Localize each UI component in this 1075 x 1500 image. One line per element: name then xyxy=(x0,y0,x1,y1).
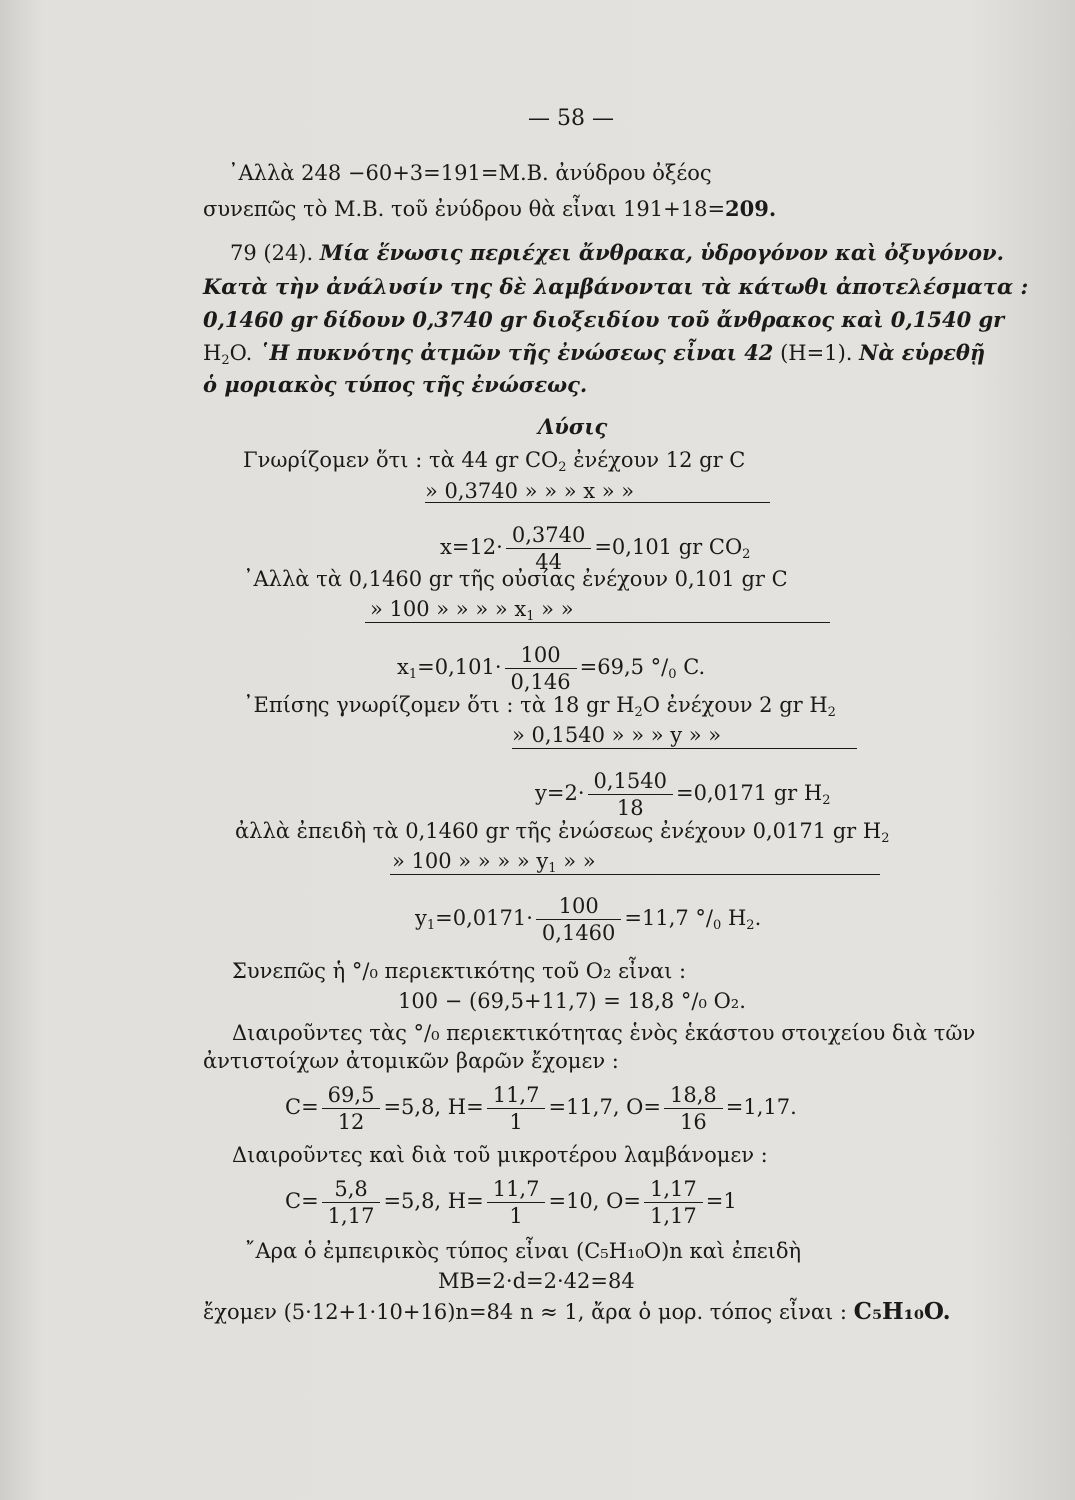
y1: y xyxy=(415,906,427,930)
page-number: — 58 — xyxy=(528,106,614,131)
numerator: 18,8 xyxy=(664,1082,723,1109)
divider xyxy=(425,502,770,503)
eq-y-right: =0,0171 gr H xyxy=(675,781,823,805)
eq-y1-left: =0,0171· xyxy=(435,906,533,930)
h2o-h: H xyxy=(203,341,222,365)
c-label: C= xyxy=(285,1189,319,1213)
problem-text-1: Μία ἕνωσις περιέχει ἄνθρακα, ὑδρογόνον καὶ ὀξυγόνον. xyxy=(319,240,1004,265)
denominator: 0,146 xyxy=(510,670,571,694)
solution-line-4: ᾿Αλλὰ τὰ 0,1460 gr τῆς οὐσίας ἐνέχουν 0,101 gr C xyxy=(243,567,788,591)
problem-number: 79 (24). xyxy=(230,241,314,265)
line-2-text: συνεπῶς τὸ Μ.Β. τοῦ ἐνύδρου θὰ εἶναι 191+18= xyxy=(203,197,726,221)
problem-line-4: $H_2O$. ῾Η πυκνότης ἀτμῶν τῆς ἐνώσεως εἶναι 42 (H=1). Νὰ εὑρεθῇ xyxy=(203,340,986,368)
o-label: =10, O= xyxy=(548,1189,641,1213)
s10-text: ἀλλὰ ἐπειδὴ τὰ 0,1460 gr τῆς ἐνώσεως ἐνέχουν 0,0171 gr H xyxy=(235,819,882,843)
fraction xyxy=(536,893,621,946)
fraction xyxy=(487,1176,546,1229)
h-equals-1: (H=1). xyxy=(773,341,860,365)
fraction xyxy=(322,1176,381,1229)
eq-x1-c: C. xyxy=(676,655,706,679)
eq-y1-h: H xyxy=(721,906,747,930)
solution-line-18: ῎Αρα ὁ ἐμπειρικὸς τύπος εἶναι (C₅H₁₀O)n καὶ ἐπειδὴ xyxy=(245,1239,802,1263)
numerator: 100 xyxy=(505,642,577,669)
numerator: 0,1540 xyxy=(588,768,673,795)
eq-y-left: y=2· xyxy=(535,781,585,805)
denominator: 0,1460 xyxy=(541,921,616,945)
denominator: 1 xyxy=(509,1204,523,1228)
denominator: 1,17 xyxy=(327,1204,375,1228)
numerator: 69,5 xyxy=(322,1082,381,1109)
equation-x: x=12· $\frac{0,3740}{44}$ =0,101 gr $CO_2$ xyxy=(440,523,751,574)
ratio-line-2 xyxy=(285,1176,737,1229)
denominator: 12 xyxy=(337,1110,365,1134)
s11-text-b: » » xyxy=(556,849,596,873)
divider xyxy=(512,748,857,749)
problem-line-3: 0,1460 gr δίδουν 0,3740 gr διοξειδίου τοῦ ἄνθρακος καὶ 0,1540 gr xyxy=(203,307,1005,332)
denominator: 16 xyxy=(680,1110,707,1134)
o-value: =1 xyxy=(705,1189,737,1213)
solution-line-20 xyxy=(203,1299,951,1325)
fraction xyxy=(644,1176,703,1229)
c-label: C= xyxy=(285,1095,319,1119)
solution-line-13: Συνεπῶς ἡ °/₀ περιεκτικότης τοῦ O₂ εἶναι : xyxy=(232,959,687,983)
denominator: 1,17 xyxy=(649,1204,697,1228)
solution-line-15: Διαιροῦντες τὰς °/₀ περιεκτικότητας ἑνὸς ἑκάστου στοιχείου διὰ τῶν xyxy=(232,1021,976,1045)
s7-text: ᾿Επίσης γνωρίζομεν ὅτι : τὰ 18 gr H xyxy=(243,693,635,717)
eq-x1-right: =69,5 °/ xyxy=(579,655,669,679)
numerator: 0,3740 xyxy=(506,522,591,549)
s11-text: » 100 » » » » y xyxy=(392,849,549,873)
denominator: 44 xyxy=(535,550,562,574)
final-formula: C₅H₁₀O. xyxy=(853,1298,951,1325)
numerator: 5,8 xyxy=(322,1176,381,1203)
find-text: Νὰ εὑρεθῇ xyxy=(859,340,986,365)
o-value: =1,17. xyxy=(725,1095,797,1119)
x1: x xyxy=(397,655,409,679)
solution-line-1: Γνωρίζομεν ὅτι : τὰ 44 gr $CO_2$ ἐνέχουν 12 gr C xyxy=(243,448,746,475)
equation-x1: $x_1=0,101\cdot$ $\frac{100}{0,146}$ =69,5 $^\circ/_0$ C. xyxy=(397,643,706,694)
h2o-o: O. xyxy=(229,341,259,365)
solution-line-19: MB=2·d=2·42=84 xyxy=(438,1269,635,1293)
eq-x-right: =0,101 gr CO xyxy=(594,535,743,559)
line-2 xyxy=(203,196,776,222)
numerator: 11,7 xyxy=(487,1176,546,1203)
solution-line-2: » 0,3740 » » » x » » xyxy=(425,479,635,503)
problem-line-1 xyxy=(230,240,1004,266)
solution-line-14: 100 − (69,5+11,7) = 18,8 °/₀ O₂. xyxy=(398,989,746,1013)
problem-line-2: Κατὰ τὴν ἀνάλυσίν της δὲ λαμβάνονται τὰ κάτωθι ἀποτελέσματα : xyxy=(203,274,1029,299)
h-label: =5,8, H= xyxy=(383,1095,484,1119)
numerator: 1,17 xyxy=(644,1176,703,1203)
divider xyxy=(390,874,880,875)
s20-text: ἔχομεν (5·12+1·10+16)n=84 n ≈ 1, ἄρα ὁ μορ. τόπος εἶναι : xyxy=(203,1300,854,1324)
eq-x1-left: =0,101· xyxy=(417,655,502,679)
fraction xyxy=(588,768,673,821)
fraction xyxy=(664,1082,723,1135)
s5-text-b: » » xyxy=(534,597,574,621)
numerator: 11,7 xyxy=(487,1082,546,1109)
fraction xyxy=(322,1082,381,1135)
fraction xyxy=(505,642,577,695)
solution-line-11: » 100 » » » » $y_1$ » » xyxy=(392,849,596,876)
eq-y1-right: =11,7 °/ xyxy=(624,906,714,930)
numerator: 100 xyxy=(536,893,621,920)
solution-line-8: » 0,1540 » » » y » » xyxy=(512,723,722,747)
equation-y1: $y_1=0,0171\cdot$ $\frac{100}{0,1460}$ =11,7 $^\circ/_0$ $H_2$. xyxy=(415,894,762,945)
o-label: =11,7, O= xyxy=(548,1095,661,1119)
solution-heading: Λύσις xyxy=(538,414,608,439)
problem-line-5: ὁ μοριακὸς τύπος τῆς ἐνώσεως. xyxy=(203,372,588,397)
equation-y: y=2· $\frac{0,1540}{18}$ =0,0171 gr $H_2$ xyxy=(535,769,831,820)
divider xyxy=(365,622,830,623)
ratio-line-1 xyxy=(285,1082,797,1135)
denominator: 18 xyxy=(616,796,644,820)
s5-text: » 100 » » » » x xyxy=(370,597,527,621)
solution-line-7: ᾿Επίσης γνωρίζομεν ὅτι : τὰ 18 gr $H_2O$ ἐνέχουν 2 gr $H_2$ xyxy=(243,693,836,720)
solution-line-10: ἀλλὰ ἐπειδὴ τὰ 0,1460 gr τῆς ἐνώσεως ἐνέχουν 0,0171 gr $H_2$ xyxy=(235,819,890,846)
s7-text-b: O ἐνέχουν 2 gr H xyxy=(642,693,828,717)
result-209: 209. xyxy=(725,196,777,221)
line-1: ᾿Αλλὰ 248 −60+3=191=Μ.Β. ἀνύδρου ὀξέος xyxy=(228,161,712,185)
fraction xyxy=(487,1082,546,1135)
density-text: ῾Η πυκνότης ἀτμῶν τῆς ἐνώσεως εἶναι 42 xyxy=(258,340,774,365)
h-label: =5,8, H= xyxy=(383,1189,484,1213)
eq-x-left: x=12· xyxy=(440,535,503,559)
denominator: 1 xyxy=(509,1110,523,1134)
solution-line-5: » 100 » » » » $x_1$ » » xyxy=(370,597,574,624)
solution-line-16: ἀντιστοίχων ἀτομικῶν βαρῶν ἔχομεν : xyxy=(203,1049,619,1073)
s1-text-b: ἐνέχουν 12 gr C xyxy=(566,448,746,472)
s1-text: Γνωρίζομεν ὅτι : τὰ 44 gr CO xyxy=(243,448,559,472)
solution-line-17: Διαιροῦντες καὶ διὰ τοῦ μικροτέρου λαμβάνομεν : xyxy=(232,1143,768,1167)
